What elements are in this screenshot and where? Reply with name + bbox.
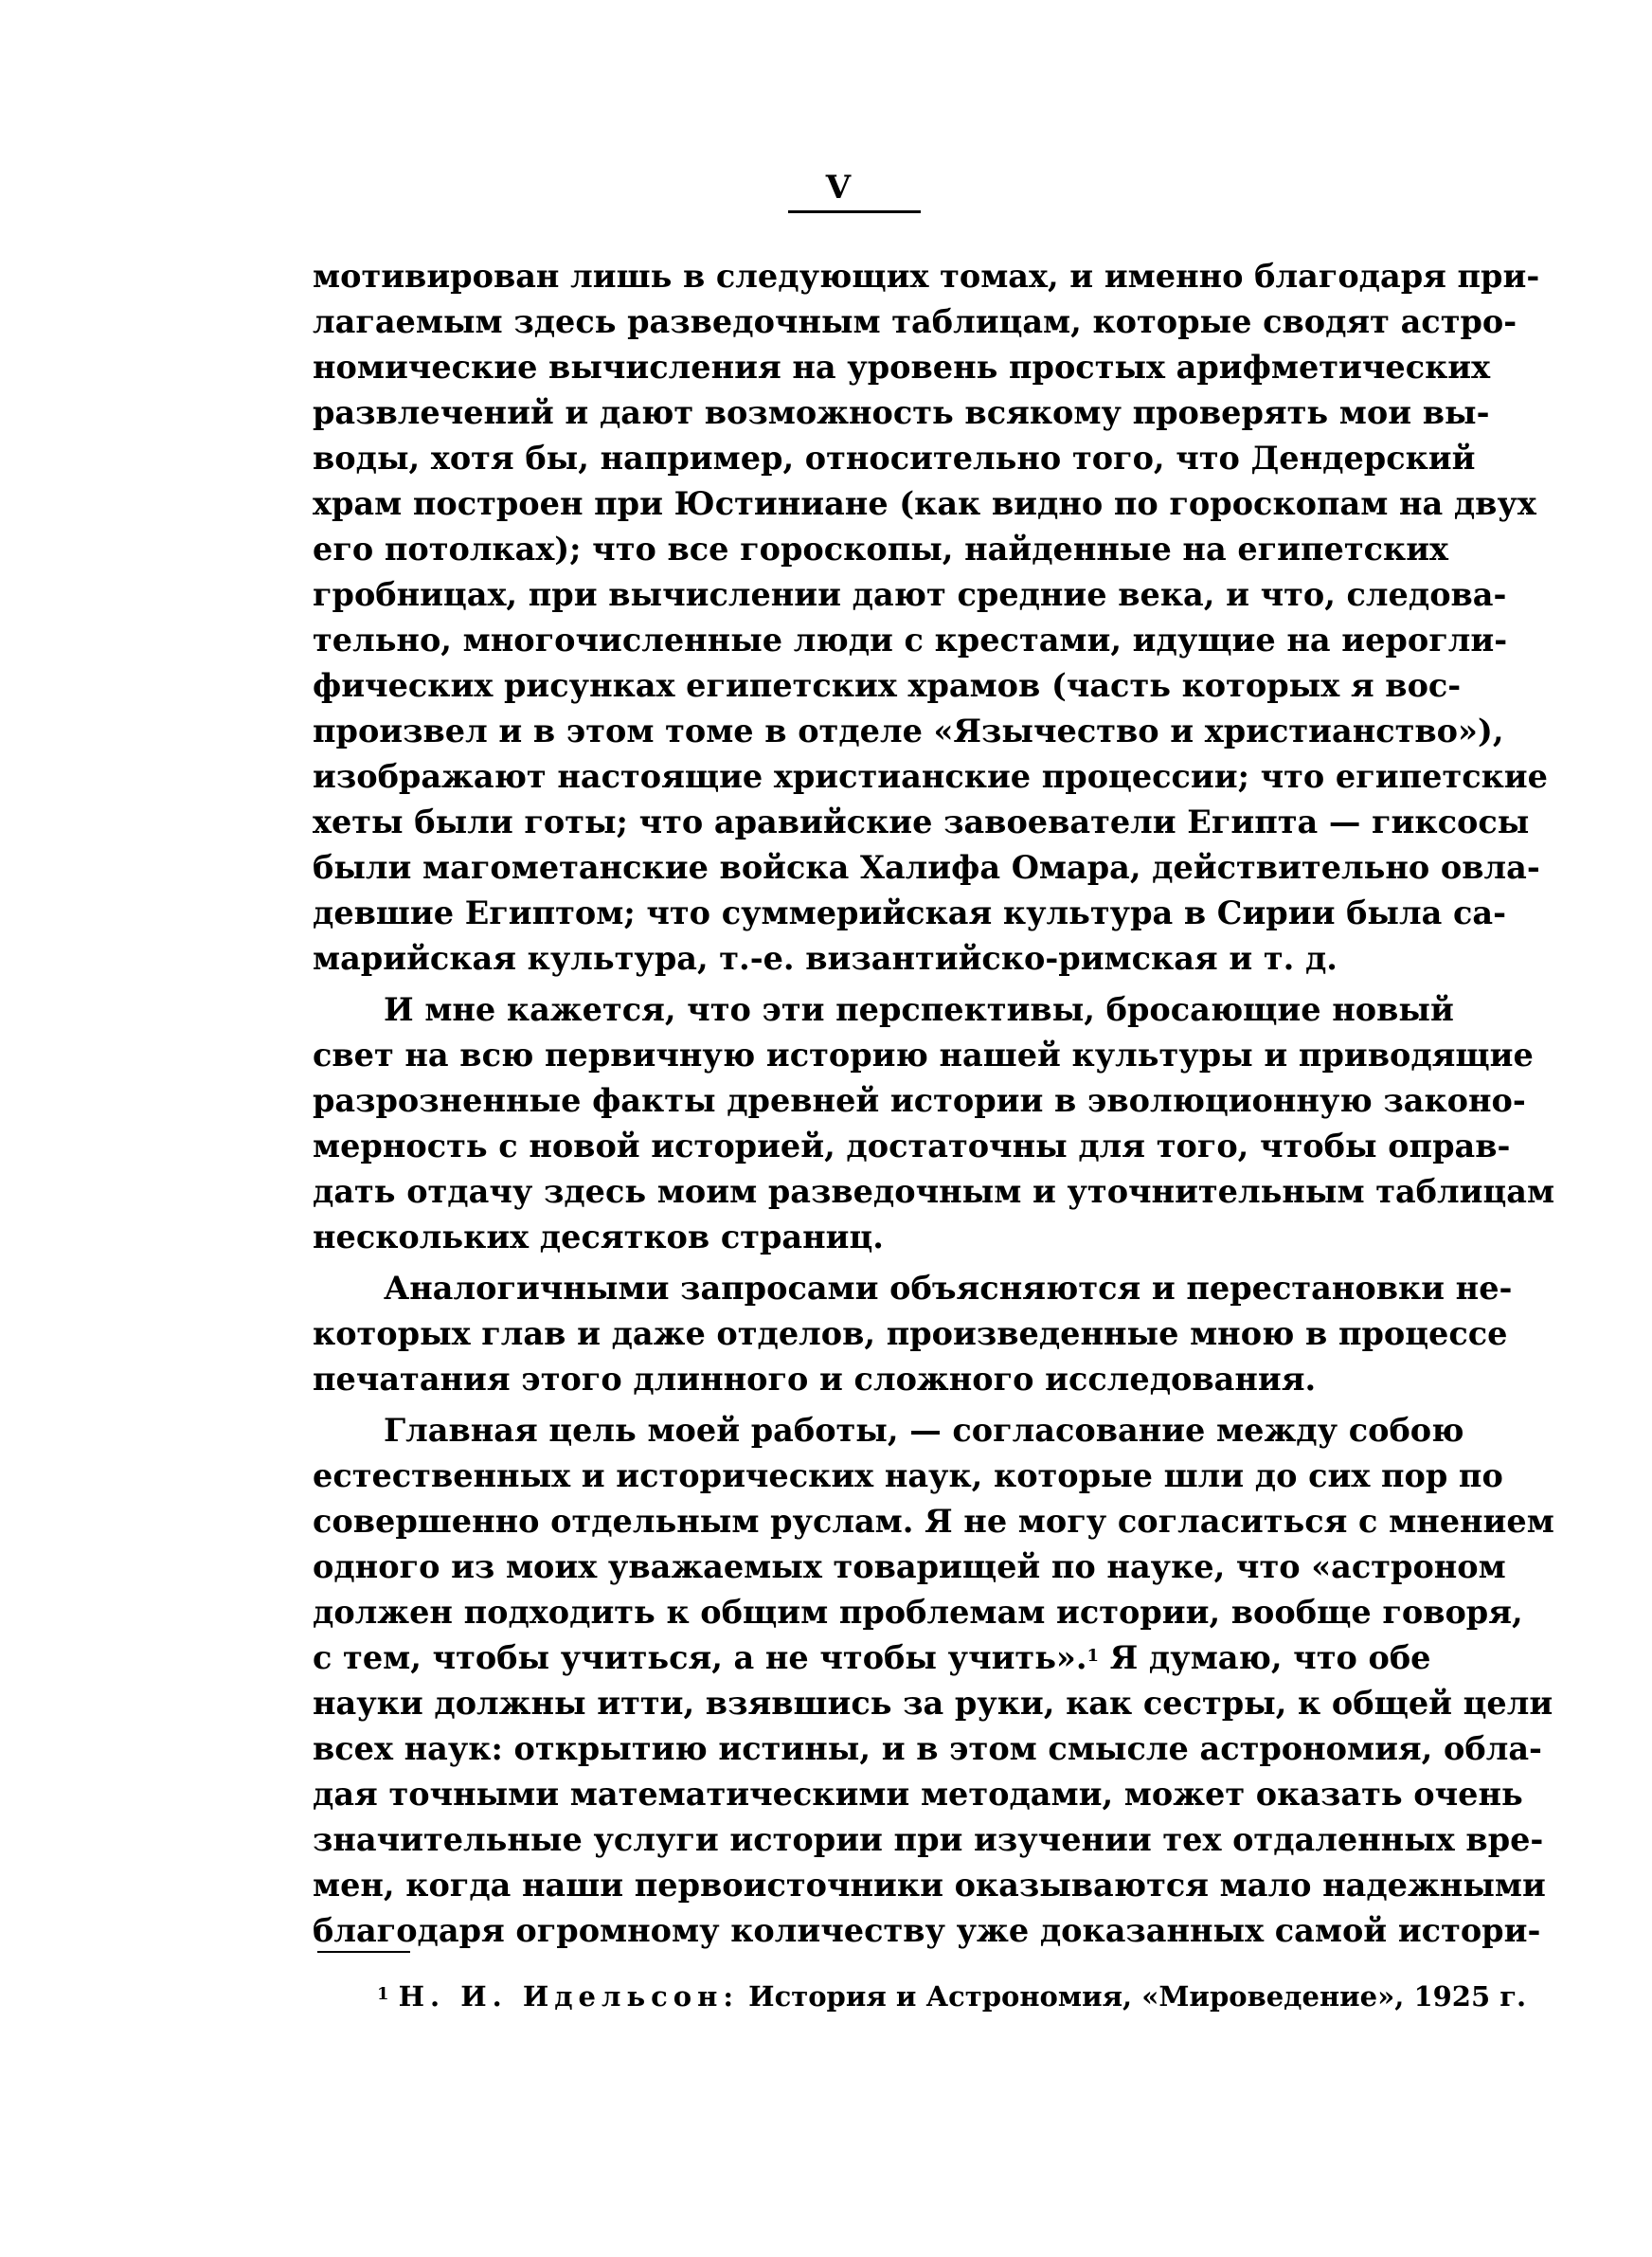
text-line: мотивирован лишь в следующих томах, и именно благодаря при- [313,258,1540,295]
text-line: храм построен при Юстиниане (как видно по гороскопам на двух [313,485,1536,522]
text-line: естественных и исторических наук, которые шли до сих пор по [313,1457,1503,1494]
text-line: его потолках); что все гороскопы, найденные на египетских [313,531,1449,568]
text-line: благодаря огромному количеству уже доказанных самой истори- [313,1912,1541,1949]
text-line: дая точными математическими методами, может оказать очень [313,1776,1523,1813]
text-line: хеты были готы; что аравийские завоеватели Египта — гиксосы [313,803,1530,840]
text-line: дать отдачу здесь моим разведочным и уточнительным таблицам [313,1173,1555,1210]
text-line: Аналогичными запросами объясняются и перестановки не- [384,1270,1513,1307]
text-line: совершенно отдельным руслам. Я не могу согласиться с мнением [313,1503,1554,1540]
text-line: лагаемым здесь разведочным таблицам, которые сводят астро- [313,303,1517,340]
text-line: И мне кажется, что эти перспективы, бросающие новый [384,991,1454,1028]
text-line: были магометанские войска Халифа Омара, действительно овла- [313,849,1540,886]
text-line: тельно, многочисленные люди с крестами, идущие на иерогли- [313,622,1508,659]
body-text [313,254,1555,1954]
text-line: номические вычисления на уровень простых арифметических [313,349,1491,386]
text-line: значительные услуги истории при изучении тех отдаленных вре- [313,1821,1544,1858]
paragraph-2 [313,987,1555,1260]
footnote-rule [317,1951,410,1953]
footnote-text: История и Астрономия, «Мироведение», 1925 г. [739,1980,1527,2013]
paragraph-1 [313,254,1548,982]
text-line: фических рисунках египетских храмов (часть которых я вос- [313,667,1462,704]
footnote-marker: 1 [377,1984,389,2004]
paragraph-3 [313,1266,1513,1402]
text-line: всех наук: открытию истины, и в этом смысле астрономия, обла- [313,1730,1542,1767]
text-fragment: Я думаю, что обе [1099,1639,1431,1676]
footnote-ref: 1 [1086,1646,1100,1666]
text-line: марийская культура, т.-е. византийско-римская и т. д. [313,940,1338,977]
text-line: печатания этого длинного и сложного исследования. [313,1361,1317,1398]
text-line: развлечений и дают возможность всякому проверять мои вы- [313,394,1490,431]
text-line: воды, хотя бы, например, относительно того, что Дендерский [313,440,1476,477]
text-line: свет на всю первичную историю нашей культуры и приводящие [313,1037,1534,1074]
text-line: произвел и в этом томе в отделе «Язычество и христианство»), [313,713,1504,749]
paragraph-4 [313,1408,1554,1954]
text-line: должен подходить к общим проблемам истории, вообще говоря, [313,1594,1523,1631]
text-line: мен, когда наши первоисточники оказываются мало надежными [313,1867,1546,1904]
text-line: Главная цель моей работы, — согласование между собою [384,1412,1464,1449]
footnote [377,1977,1527,2016]
text-line: мерность с новой историей, достаточны для того, чтобы оправ- [313,1128,1511,1165]
text-line: одного из моих уважаемых товарищей по науке, что «астроном [313,1548,1506,1585]
text-fragment: с тем, чтобы учиться, а не чтобы учить». [313,1639,1087,1676]
text-line: девшие Египтом; что суммерийская культура в Сирии была са- [313,894,1507,931]
text-line: науки должны итти, взявшись за руки, как сестры, к общей цели [313,1685,1553,1722]
text-line: нескольких десятков страниц. [313,1219,884,1255]
header-rule [788,210,921,213]
text-line: гробницах, при вычислении дают средние века, и что, следова- [313,576,1507,613]
page-number: V [825,169,852,207]
text-line: изображают настоящие христианские процессии; что египетские [313,758,1548,795]
text-line: разрозненные факты древней истории в эволюционную законо- [313,1082,1526,1119]
footnote-author: Н. И. Идельсон: [398,1980,740,2013]
text-line: которых глав и даже отделов, произведенные мною в процессе [313,1315,1508,1352]
text-line-with-footnote [313,1635,1431,1681]
